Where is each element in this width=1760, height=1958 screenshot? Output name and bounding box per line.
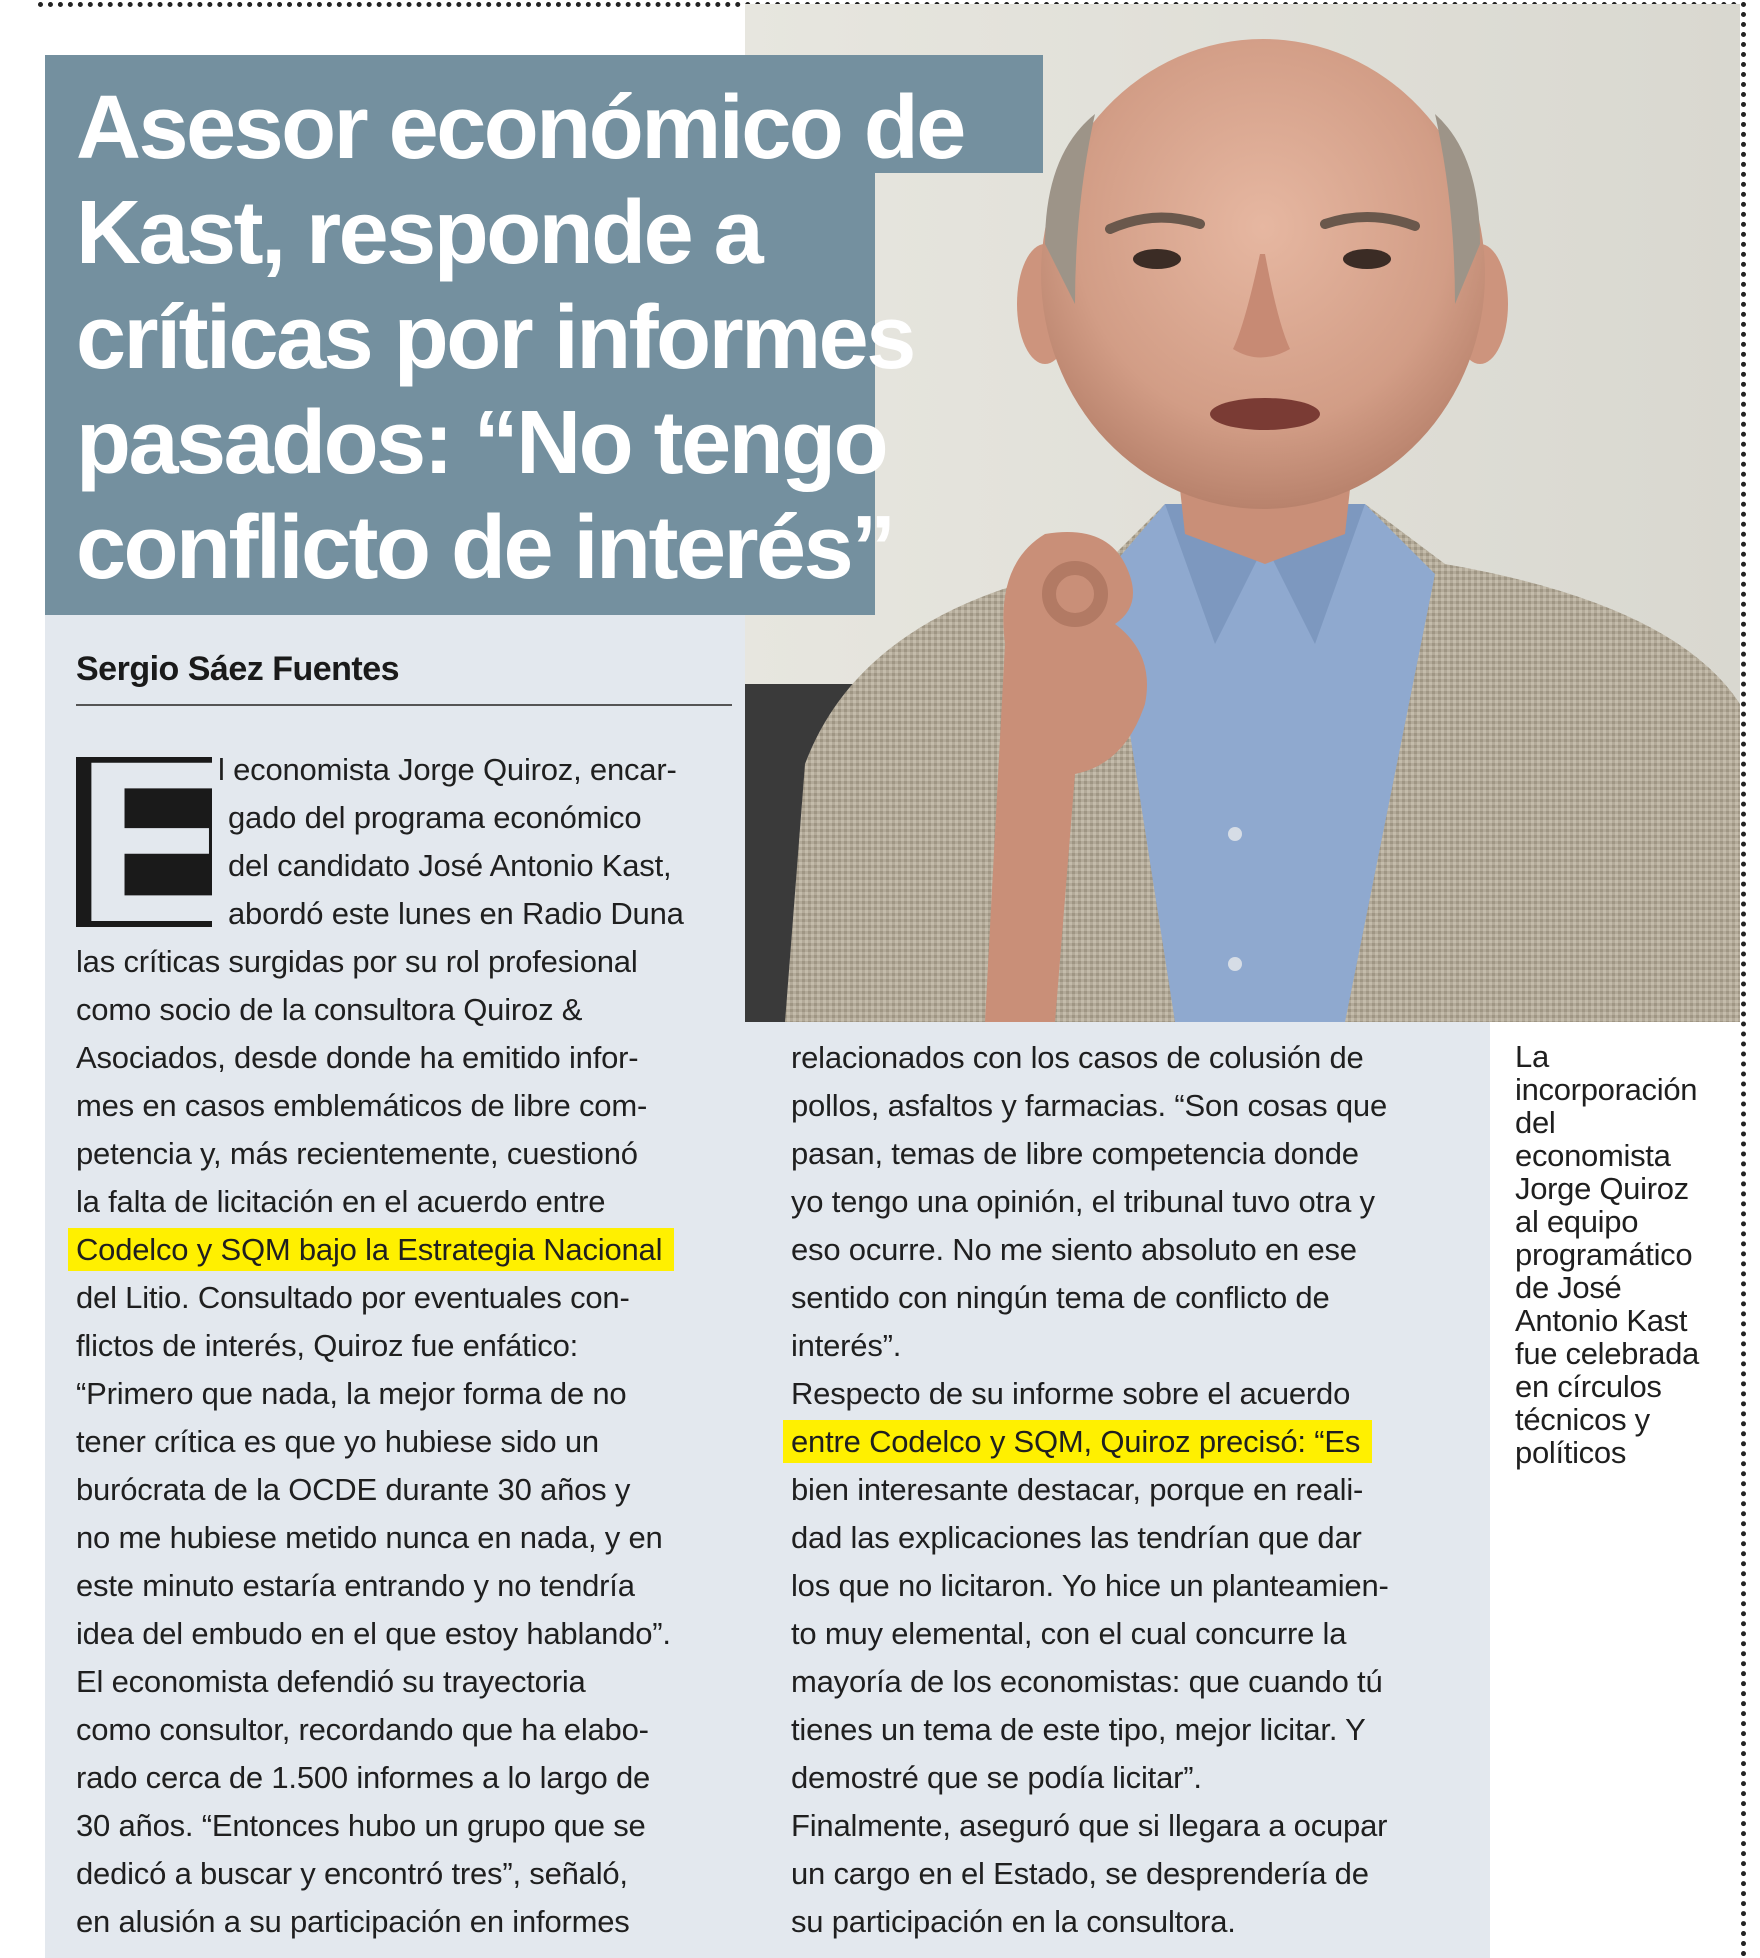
caption-line: programático: [1515, 1237, 1693, 1272]
text-line: abordó este lunes en Radio Duna: [228, 896, 684, 931]
highlighted-line: [76, 1226, 756, 1274]
text-line: este minuto estaría entrando y no tendría: [76, 1568, 635, 1603]
text-line: su participación en la consultora.: [791, 1904, 1236, 1939]
headline-line: Kast, responde a: [76, 183, 762, 283]
text-line: Finalmente, aseguró que si llegara a ocupar: [791, 1808, 1388, 1843]
text-line: l economista Jorge Quiroz, encar-: [218, 752, 677, 787]
article-column-1: [76, 713, 756, 1946]
headline-line: pasados: “No tengo: [76, 393, 887, 493]
text-line: bien interesante destacar, porque en reali-: [791, 1472, 1364, 1507]
text-line: no me hubiese metido nunca en nada, y en: [76, 1520, 663, 1555]
text-line: un cargo en el Estado, se desprendería de: [791, 1856, 1369, 1891]
text-line: flictos de interés, Quiroz fue enfático:: [76, 1328, 579, 1363]
text-line: burócrata de la OCDE durante 30 años y: [76, 1472, 631, 1507]
highlighted-line: [791, 1418, 1481, 1466]
headline-line: críticas por informes: [76, 288, 914, 388]
byline: Sergio Sáez Fuentes: [76, 650, 400, 688]
text-line: mes en casos emblemáticos de libre com-: [76, 1088, 648, 1123]
text-line: “Primero que nada, la mejor forma de no: [76, 1376, 627, 1411]
caption-line: políticos: [1515, 1435, 1627, 1470]
text-line: Respecto de su informe sobre el acuerdo: [791, 1376, 1351, 1411]
text-line: del candidato José Antonio Kast,: [228, 848, 672, 883]
article-column-2: [791, 1034, 1481, 1946]
text-line: los que no licitaron. Yo hice un planteamien-: [791, 1568, 1389, 1603]
caption-line: del: [1515, 1105, 1556, 1140]
text-line: dedicó a buscar y encontró tres”, señaló,: [76, 1856, 628, 1891]
caption-line: al equipo: [1515, 1204, 1639, 1239]
text-line: Asociados, desde donde ha emitido infor-: [76, 1040, 639, 1075]
text-line: demostré que se podía licitar”.: [791, 1760, 1202, 1795]
headline-line: conflicto de interés”: [76, 498, 894, 598]
photo-caption: [1515, 1040, 1735, 1469]
caption-line: incorporación: [1515, 1072, 1698, 1107]
right-dotted-border: [1741, 2, 1746, 1958]
caption-line: Antonio Kast: [1515, 1303, 1688, 1338]
text-line: del Litio. Consultado por eventuales con-: [76, 1280, 630, 1315]
text-line: 30 años. “Entonces hubo un grupo que se: [76, 1808, 646, 1843]
text-line: sentido con ningún tema de conflicto de: [791, 1280, 1330, 1315]
caption-line: fue celebrada: [1515, 1336, 1699, 1371]
text-line: rado cerca de 1.500 informes a lo largo de: [76, 1760, 651, 1795]
text-line: tener crítica es que yo hubiese sido un: [76, 1424, 599, 1459]
caption-line: de José: [1515, 1270, 1622, 1305]
caption-line: Jorge Quiroz: [1515, 1171, 1689, 1206]
text-line: pollos, asfaltos y farmacias. “Son cosas que: [791, 1088, 1387, 1123]
caption-line: economista: [1515, 1138, 1671, 1173]
caption-line: en círculos: [1515, 1369, 1662, 1404]
text-line: interés”.: [791, 1328, 902, 1363]
text-line: las críticas surgidas por su rol profesional: [76, 944, 638, 979]
text-line: en alusión a su participación en informes: [76, 1904, 630, 1939]
highlighted-text: Codelco y SQM bajo la Estrategia Nacional: [68, 1228, 674, 1271]
headline-line: Asesor económico de: [76, 78, 964, 178]
text-line: idea del embudo en el que estoy hablando”.: [76, 1616, 671, 1651]
text-line: yo tengo una opinión, el tribunal tuvo otra y: [791, 1184, 1375, 1219]
headline: [76, 76, 1056, 601]
text-line: mayoría de los economistas: que cuando tú: [791, 1664, 1383, 1699]
text-line: gado del programa económico: [228, 800, 642, 835]
text-line: dad las explicaciones las tendrían que dar: [791, 1520, 1362, 1555]
text-line: pasan, temas de libre competencia donde: [791, 1136, 1359, 1171]
text-line: to muy elemental, con el cual concurre la: [791, 1616, 1347, 1651]
text-line: relacionados con los casos de colusión de: [791, 1040, 1364, 1075]
text-line: como consultor, recordando que ha elabo-: [76, 1712, 649, 1747]
highlighted-text: entre Codelco y SQM, Quiroz precisó: “Es: [783, 1420, 1372, 1463]
text-line: petencia y, más recientemente, cuestionó: [76, 1136, 638, 1171]
text-line: El economista defendió su trayectoria: [76, 1664, 586, 1699]
caption-line: técnicos y: [1515, 1402, 1650, 1437]
text-line: eso ocurre. No me siento absoluto en ese: [791, 1232, 1357, 1267]
text-line: tienes un tema de este tipo, mejor licitar. Y: [791, 1712, 1366, 1747]
drop-cap: E: [76, 713, 230, 970]
text-line: como socio de la consultora Quiroz &: [76, 992, 583, 1027]
caption-line: La: [1515, 1039, 1549, 1074]
text-line: la falta de licitación en el acuerdo entre: [76, 1184, 606, 1219]
byline-rule: [76, 704, 732, 706]
